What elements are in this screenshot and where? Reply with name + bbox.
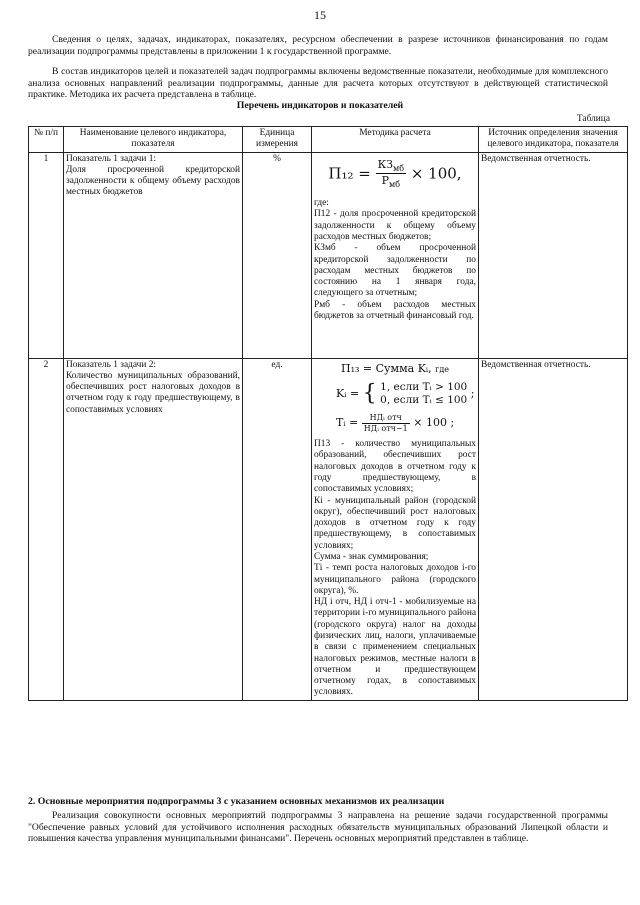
method-cell bbox=[312, 358, 479, 700]
formula-ki bbox=[314, 381, 476, 407]
formula-rhs: × 100, bbox=[410, 163, 462, 182]
formula-case-2: 0, если Tᵢ ≤ 100 bbox=[380, 393, 468, 406]
intro-paragraph-1: Сведения о целях, задачах, индикаторах, показателях, ресурсном обеспечении в разрезе источников финансирования по годам реализации подпрограммы представлены в приложении 1 к государственной программе. bbox=[28, 34, 608, 57]
method-description: где: П12 - доля просроченной кредиторской задолженности к общему объему расходов местных бюджетов; КЗмб - объем просроченной кредиторской задолженности по расходам местных бюджетов по состоянию на 1 января года, следующего за отчетным; Рмб - объем расходов местных бюджетов за отчетный финансовый год. bbox=[314, 198, 476, 321]
formula-ti bbox=[314, 413, 476, 433]
section-paragraph: Реализация совокупности основных мероприятий подпрограммы 3 направлена на решение задачи государственной программы "Обеспечение равных условий для устойчивого исполнения расходных обязательств муниципальных образований Липецкой области и повышения качества управления муниципальными финансами". Перечень основных мероприятий представлен в таблице. bbox=[28, 810, 608, 844]
formula-case-1: 1, если Tᵢ > 100 bbox=[380, 380, 468, 393]
formula-numerator: КЗ bbox=[377, 157, 394, 171]
formula-sum: П₁₃ = Сумма Kᵢ, bbox=[341, 361, 432, 375]
indicator-name: Показатель 1 задачи 1: Доля просроченной кредиторской задолженности к общему объему расходов местных бюджетов bbox=[64, 152, 243, 358]
formula-numerator-sub: мб bbox=[393, 163, 405, 173]
formula-ti-denominator: НДᵢ отч−1 bbox=[363, 423, 408, 433]
table-label: Таблица bbox=[576, 114, 610, 124]
indicators-table bbox=[28, 126, 628, 701]
header-source: Источник определения значения целевого индикатора, показателя bbox=[479, 127, 628, 153]
method-description: П13 - количество муниципальных образований, обеспечивших рост налоговых доходов в отчетном году к году предшествующему, в сопоставимых условиях; Кi - муниципальный район (городской округ), обеспечивший рост налоговых доходов в отчетном году к году предшествующему, в сопоставимых условиях; Сумма - знак суммирования; Тi - темп роста налоговых доходов i-го муниципального района (городского округа), %. НД i отч, НД i отч-1 - мобилизуемые на территории i-го муниципального района (городского округа) налог на доходы физических лиц, налоги, уплачиваемые в связи с применением специальных налоговых режимов, местные налоги в отчетном и предшествующем отчетному годах, в сопоставимых условиях. bbox=[314, 439, 476, 698]
table-row bbox=[29, 358, 628, 700]
formula-denominator: Р bbox=[381, 174, 390, 188]
formula-denominator-sub: мб bbox=[389, 180, 401, 190]
unit-cell: % bbox=[243, 152, 312, 358]
row-number: 1 bbox=[29, 152, 64, 358]
unit-cell: ед. bbox=[243, 358, 312, 700]
formula-p12 bbox=[314, 158, 476, 191]
formula-ti-lhs: Tᵢ = bbox=[336, 416, 359, 430]
formula-lhs: П₁₂ = bbox=[328, 163, 371, 182]
formula-cases bbox=[380, 381, 467, 407]
header-name: Наименование целевого индикатора, показателя bbox=[64, 127, 243, 153]
method-cell bbox=[312, 152, 479, 358]
page-number: 15 bbox=[314, 8, 326, 22]
formula-p13 bbox=[314, 362, 476, 375]
formula-where: где bbox=[435, 364, 449, 374]
formula-ti-fraction bbox=[362, 413, 410, 433]
header-unit: Единица измерения bbox=[243, 127, 312, 153]
formula-ki-lhs: Kᵢ = bbox=[336, 386, 360, 400]
source-cell: Ведомственная отчетность. bbox=[479, 152, 628, 358]
indicator-name: Показатель 1 задачи 2: Количество муниципальных образований, обеспечивших рост налоговых доходов в отчетном году к году предшествующему, в сопоставимых условиях bbox=[64, 358, 243, 700]
header-num: № п/п bbox=[29, 127, 64, 153]
formula-ti-numerator: НДᵢ отч bbox=[362, 413, 410, 424]
intro-paragraph-2: В состав индикаторов целей и показателей задач подпрограммы включены ведомственные показатели, необходимые для комплексного анализа основных направлений реализации подпрограммы, данные для расчета которых отсутствуют в действующей статистической практике. Методика их расчета представлена в таблице. bbox=[28, 66, 608, 100]
table-row bbox=[29, 152, 628, 358]
brace-icon: { bbox=[362, 380, 377, 406]
source-cell: Ведомственная отчетность. bbox=[479, 358, 628, 700]
formula-ti-rhs: × 100 ; bbox=[413, 416, 455, 430]
header-method: Методика расчета bbox=[312, 127, 479, 153]
row-number: 2 bbox=[29, 358, 64, 700]
table-caption: Перечень индикаторов и показателей bbox=[236, 100, 404, 111]
table-header-row bbox=[29, 127, 628, 153]
section-title: 2. Основные мероприятия подпрограммы 3 с указанием основных механизмов их реализации bbox=[28, 796, 445, 807]
formula-fraction bbox=[376, 158, 406, 191]
formula-ki-tail: ; bbox=[470, 386, 475, 400]
